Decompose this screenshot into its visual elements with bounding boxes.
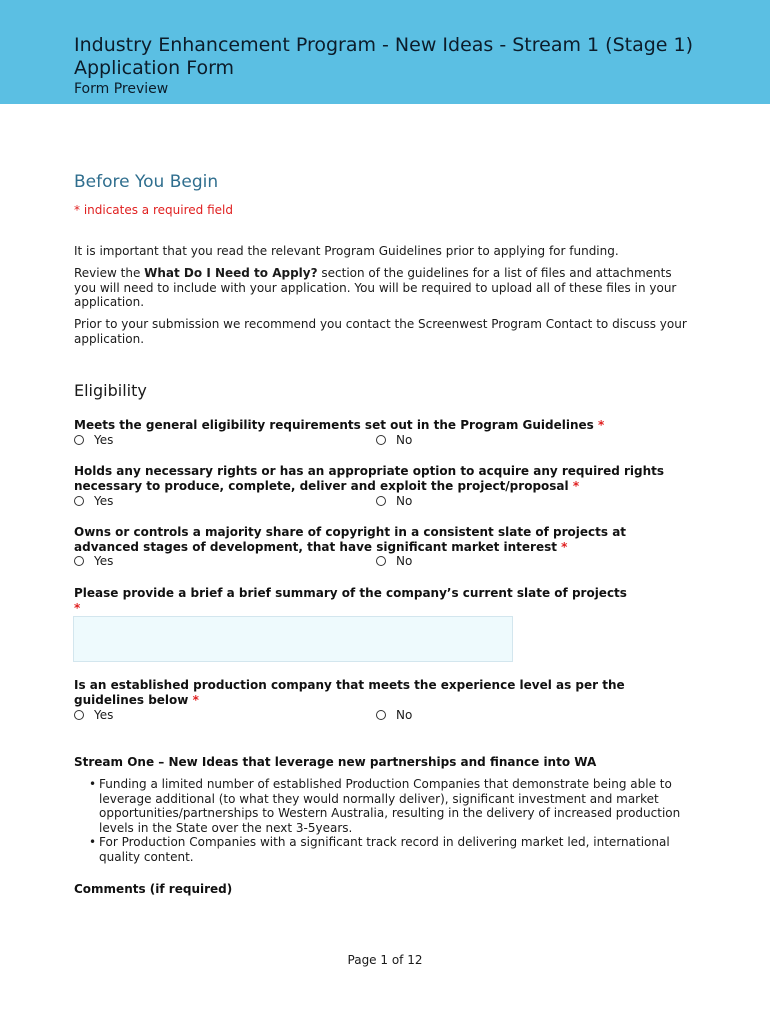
radio-q1-no[interactable] [376,433,412,447]
comments-label: Comments (if required) [74,882,233,896]
list-item-text: For Production Companies with a significant track record in delivering market led, international quality content. [99,835,670,864]
radio-circle-icon[interactable] [376,496,386,506]
list-item-text: Funding a limited number of established Production Companies that demonstrate being able to leverage additional (to what they would normally deliver), significant investment and market opportunities/partnerships to Western Australia, resulting in the delivery of increased production levels in the State over the next 3-5years. [99,777,681,835]
form-header [0,0,770,104]
intro-paragraph-3: Prior to your submission we recommend you contact the Screenwest Program Contact to discuss your application. [74,317,687,346]
question-text: Please provide a brief a brief summary of the company’s current slate of projects [74,586,627,600]
radio-q1-yes[interactable] [74,433,113,447]
section-heading-eligibility: Eligibility [74,381,147,400]
stream-one-heading: Stream One – New Ideas that leverage new partnerships and finance into WA [74,755,597,769]
radio-q3-yes[interactable] [74,554,113,568]
radio-q5-no[interactable] [376,708,412,722]
question-slate-summary [74,586,694,616]
form-title: Industry Enhancement Program - New Ideas - Stream 1 (Stage 1) Application Form [74,34,694,79]
question-rights [74,464,684,494]
intro-p2-suffix: section of the guidelines for a list of files and attachments you will need to include with your application. You will be required to upload all of these files in your application. [74,266,677,309]
question-text: Meets the general eligibility requirements set out in the Program Guidelines [74,418,594,432]
radio-circle-icon[interactable] [376,556,386,566]
radio-label: No [396,494,413,508]
question-established-company [74,678,684,708]
required-asterisk: * [192,692,199,707]
intro-paragraph-1: It is important that you read the relevant Program Guidelines prior to applying for funding. [74,244,619,258]
radio-label: No [396,708,413,722]
required-field-note: * indicates a required field [74,203,233,217]
radio-q2-yes[interactable] [74,494,113,508]
radio-label: No [396,433,413,447]
radio-circle-icon[interactable] [74,496,84,506]
list-item [90,835,690,864]
radio-circle-icon[interactable] [376,710,386,720]
radio-label: Yes [94,494,114,508]
slate-summary-textarea[interactable] [73,616,513,662]
radio-circle-icon[interactable] [376,435,386,445]
section-heading-before-you-begin: Before You Begin [74,172,219,192]
radio-circle-icon[interactable] [74,556,84,566]
radio-q3-no[interactable] [376,554,412,568]
bullet-icon: • [89,835,97,849]
radio-label: Yes [94,433,114,447]
intro-p2-bold: What Do I Need to Apply? [144,266,318,280]
radio-circle-icon[interactable] [74,435,84,445]
intro-paragraph-2 [74,266,694,310]
question-copyright [74,525,684,555]
form-preview-label: Form Preview [74,81,169,97]
question-text: Owns or controls a majority share of copyright in a consistent slate of projects at advanced stages of development, that have significant market interest [74,525,627,554]
list-item [90,777,690,835]
question-general-eligibility [74,418,684,433]
question-text: Holds any necessary rights or has an appropriate option to acquire any required rights necessary to produce, complete, deliver and exploit the project/proposal [74,464,665,493]
radio-circle-icon[interactable] [74,710,84,720]
radio-q5-yes[interactable] [74,708,113,722]
radio-q2-no[interactable] [376,494,412,508]
page-number: Page 1 of 12 [347,953,423,967]
required-asterisk: * [74,600,81,615]
radio-label: Yes [94,554,114,568]
required-asterisk: * [597,418,605,432]
intro-p2-prefix: Review the [74,266,145,280]
bullet-icon: • [89,777,97,791]
question-text: Is an established production company that meets the experience level as per the guidelines below [74,678,625,707]
radio-label: Yes [94,708,114,722]
stream-one-bullet-list [90,777,690,864]
required-asterisk: * [572,478,580,493]
radio-label: No [396,554,413,568]
required-asterisk: * [561,539,568,554]
